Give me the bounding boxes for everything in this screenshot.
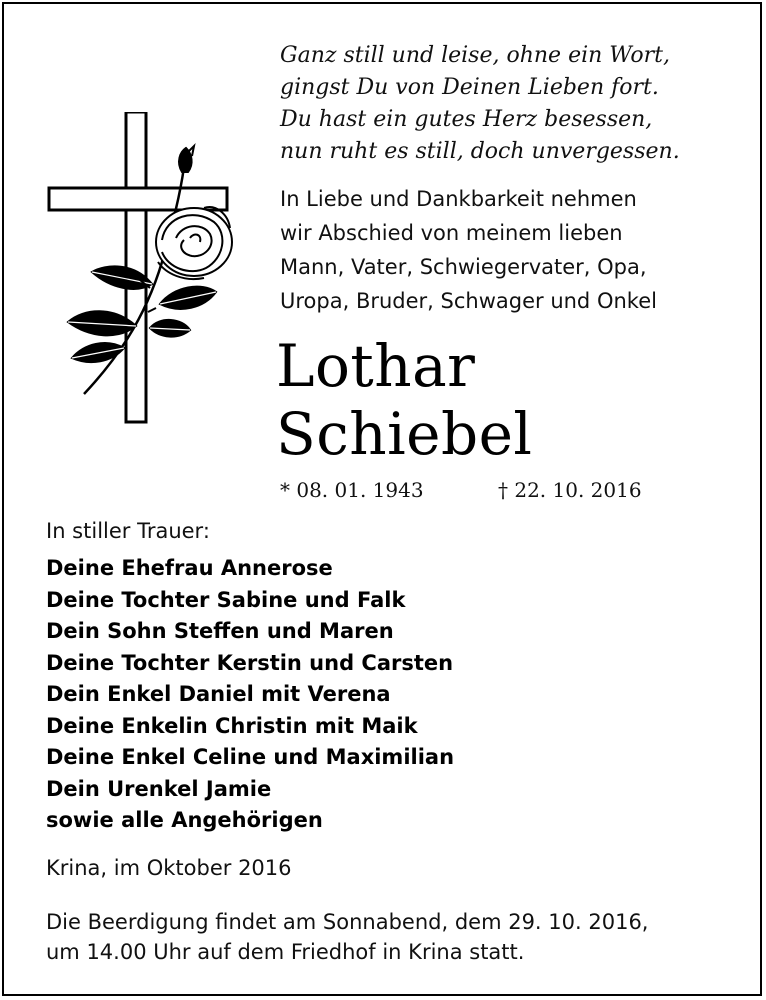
first-name: Lothar <box>276 332 476 400</box>
poem <box>280 40 740 168</box>
mourners-label: In stiller Trauer: <box>46 519 210 543</box>
funeral-line: um 14.00 Uhr auf dem Friedhof in Krina statt. <box>46 940 525 964</box>
poem-line: gingst Du von Deinen Lieben fort. <box>280 75 659 100</box>
intro-line: In Liebe und Dankbarkeit nehmen <box>280 187 637 211</box>
mourner-item: Deine Ehefrau Annerose <box>46 556 333 580</box>
mourner-item: Dein Sohn Steffen und Maren <box>46 619 394 643</box>
funeral-line: Die Beerdigung findet am Sonnabend, dem 29. 10. 2016, <box>46 910 649 934</box>
intro-line: wir Abschied von meinem lieben <box>280 221 623 245</box>
mourner-item: Deine Enkel Celine und Maximilian <box>46 745 455 769</box>
death-date: † 22. 10. 2016 <box>498 478 642 502</box>
cross-with-rose-emblem <box>44 112 234 432</box>
deceased-name <box>276 332 532 468</box>
mourner-item: Deine Enkelin Christin mit Maik <box>46 713 418 738</box>
poem-line: nun ruht es still, doch unvergessen. <box>280 139 680 164</box>
poem-line: Ganz still und leise, ohne ein Wort, <box>280 43 671 68</box>
mourners-list <box>46 553 454 837</box>
funeral-info <box>46 907 746 967</box>
obituary-notice <box>2 2 762 996</box>
mourner-item: Deine Tochter Kerstin und Carsten <box>46 650 454 675</box>
place-and-date: Krina, im Oktober 2016 <box>46 856 292 880</box>
last-name: Schiebel <box>276 400 533 468</box>
mourner-item: sowie alle Angehörigen <box>46 808 323 832</box>
mourner-item: Dein Enkel Daniel mit Verena <box>46 682 391 706</box>
rose-icon <box>68 146 232 394</box>
mourner-item: Dein Urenkel Jamie <box>46 776 272 801</box>
intro-text <box>280 182 750 318</box>
mourner-item: Deine Tochter Sabine und Falk <box>46 587 406 612</box>
birth-date: * 08. 01. 1943 <box>280 478 424 502</box>
intro-line: Mann, Vater, Schwiegervater, Opa, <box>280 255 647 279</box>
intro-line: Uropa, Bruder, Schwager und Onkel <box>280 289 657 313</box>
poem-line: Du hast ein gutes Herz besessen, <box>280 107 653 132</box>
